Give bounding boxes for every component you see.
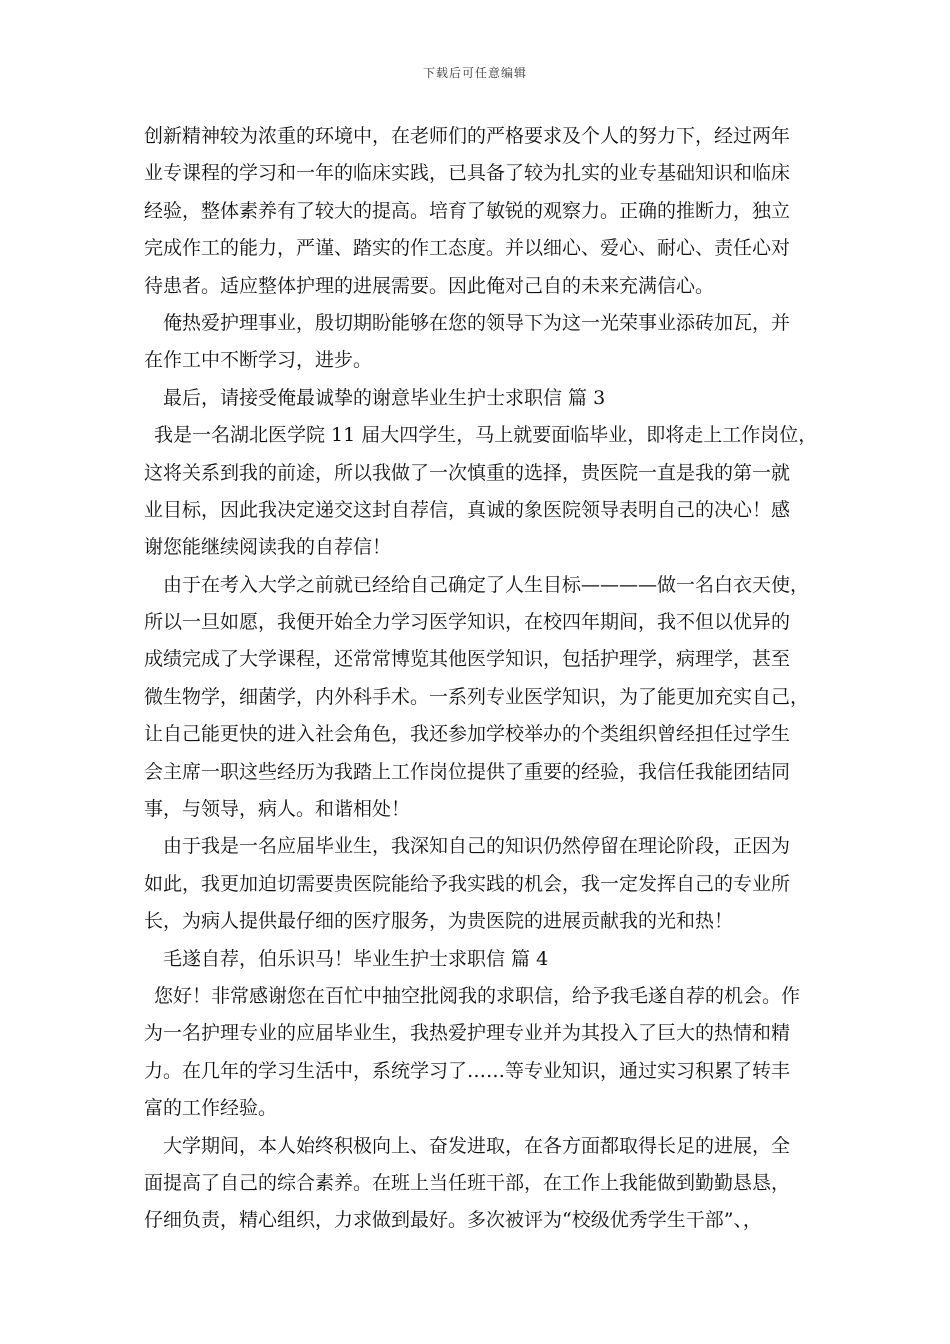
page-header-note: 下载后可任意编辑 [422,66,527,80]
text-line: 大学期间，本人始终积极向上、奋发进取，在各方面都取得长足的进展，全 [163,1134,791,1157]
text-line: 完成作工的能力，严谨、踏实的作工态度。并以细心、爱心、耐心、责任心对 [144,237,791,260]
text-line: 这将关系到我的前途，所以我做了一次慎重的选择，贵医院一直是我的第一就 [144,461,791,484]
text-line: 在作工中不断学习，进步。 [144,349,373,372]
section-heading-line: 毛遂自荐，伯乐识马！毕业生护士求职信 篇 4 [163,947,549,970]
text-line: 俺热爱护理事业，殷切期盼能够在您的领导下为这一光荣事业添砖加瓦，并 [163,311,791,334]
text-line: 微生物学，细菌学，内外科手术。一系列专业医学知识，为了能更加充实自己， [144,685,810,708]
text-line: 事，与领导，病人。和谐相处！ [144,798,411,821]
text-line: 富的工作经验。 [144,1097,278,1120]
text-line: 由于在考入大学之前就已经给自己确定了人生目标————做一名白衣天使， [163,573,810,596]
text-line: 由于我是一名应届毕业生，我深知自己的知识仍然停留在理论阶段，正因为 [163,835,791,858]
text-line: 仔细负责，精心组织，力求做到最好。多次被评为“校级优秀学生干部”、， [144,1209,762,1232]
text-line: 创新精神较为浓重的环境中，在老师们的严格要求及个人的努力下，经过两年 [144,125,791,147]
section-heading-line: 最后，请接受俺最诚挚的谢意毕业生护士求职信 篇 3 [163,386,606,409]
text-line: 面提高了自己的综合素养。在班上当任班干部，在工作上我能做到勤勤恳恳， [144,1171,791,1194]
document-body [144,118,818,1240]
text-line: 长，为病人提供最仔细的医疗服务，为贵医院的进展贡献我的光和热！ [144,910,734,933]
text-line: 成绩完成了大学课程，还常常博览其他医学知识，包括护理学，病理学，甚至 [144,648,791,671]
text-line: 谢您能继续阅读我的自荐信！ [144,536,392,559]
text-line: 所以一旦如愿，我便开始全力学习医学知识，在校四年期间，我不但以优异的 [144,611,791,634]
text-line: 业目标，因此我决定递交这封自荐信，真诚的象医院领导表明自己的决心！感 [144,498,791,521]
text-line: 让自己能更快的进入社会角色，我还参加学校举办的个类组织曾经担任过学生 [144,723,791,746]
text-line: 经验，整体素养有了较大的提高。培育了敏锐的观察力。正确的推断力，独立 [144,199,791,222]
text-line: 您好！非常感谢您在百忙中抽空批阅我的求职信，给予我毛遂自荐的机会。作 [154,984,801,1007]
text-line: 会主席一职这些经历为我踏上工作岗位提供了重要的经验，我信任我能团结同 [144,760,791,783]
text-line: 如此，我更加迫切需要贵医院能给予我实践的机会，我一定发挥自己的专业所 [144,872,791,895]
text-line: 力。在几年的学习生活中，系统学习了……等专业知识，通过实习积累了转丰 [144,1059,791,1082]
text-line: 为一名护理专业的应届毕业生，我热爱护理专业并为其投入了巨大的热情和精 [144,1022,791,1045]
text-line: 业专课程的学习和一年的临床实践，已具备了较为扎实的业专基础知识和临床 [144,162,791,185]
text-line: 我是一名湖北医学院 11 届大四学生，马上就要面临毕业，即将走上工作岗位， [154,424,818,447]
text-line: 待患者。适应整体护理的进展需要。因此俺对己自的未来充满信心。 [144,274,715,297]
